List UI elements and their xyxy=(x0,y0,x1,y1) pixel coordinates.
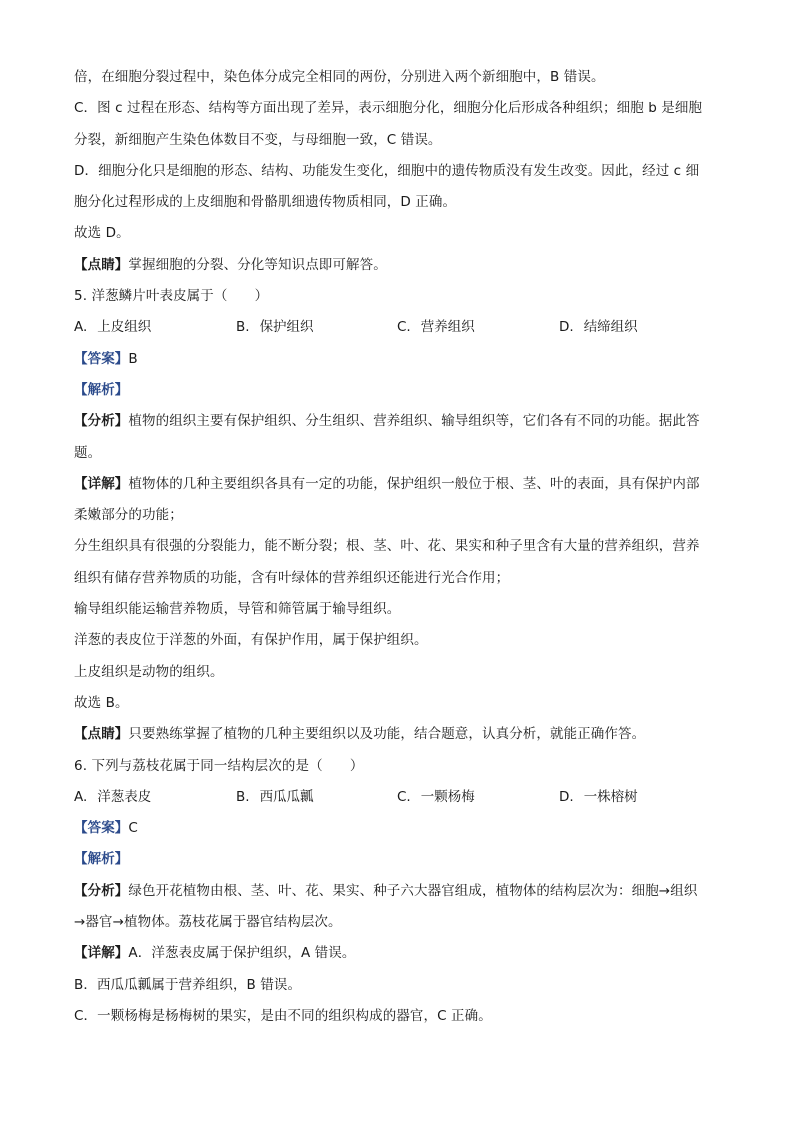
dianjing-line xyxy=(74,250,724,281)
text-line: →器官→植物体。荔枝花属于器官结构层次。 xyxy=(74,914,342,931)
document-content xyxy=(74,62,724,1032)
answer-tag: 【答案】 xyxy=(74,820,129,837)
jiexi-tag: 【解析】 xyxy=(74,381,129,398)
xiangjie-line: 【详解】植物体的几种主要组织各具有一定的功能，保护组织一般位于根、茎、叶的表面，具有保护内部 xyxy=(74,475,700,492)
text-line: 题。 xyxy=(74,444,102,461)
jiexi-line xyxy=(74,375,724,406)
dianjing-tag: 【点睛】 xyxy=(74,726,129,743)
text-line: C．一颗杨梅是杨梅树的果实，是由不同的组织构成的器官，C 正确。 xyxy=(74,1007,492,1024)
question-6-stem: 6. 下列与荔枝花属于同一结构层次的是（ ） xyxy=(74,757,364,774)
question-5-options xyxy=(74,312,724,343)
option-d: D. 一株榕树 xyxy=(559,788,638,805)
text-line: 分裂，新细胞产生染色体数目不变，与母细胞一致，C 错误。 xyxy=(74,131,442,148)
text-line: C．图 c 过程在形态、结构等方面出现了差异，表示细胞分化，细胞分化后形成各种组织；细胞 b 是细胞 xyxy=(74,100,703,117)
option-c: C. 一颗杨梅 xyxy=(397,788,475,805)
answer-line xyxy=(74,344,724,375)
dianjing-text: 掌握细胞的分裂、分化等知识点即可解答。 xyxy=(128,256,387,273)
question-5-stem: 5. 洋葱鳞片叶表皮属于（ ） xyxy=(74,288,269,305)
option-b: B. 保护组织 xyxy=(236,319,314,336)
text-line: 洋葱的表皮位于洋葱的外面，有保护作用，属于保护组织。 xyxy=(74,632,428,649)
fenxi-line: 【分析】绿色开花植物由根、茎、叶、花、果实、种子六大器官组成，植物体的结构层次为：细胞→组织 xyxy=(74,882,698,899)
text-line: 组织有储存营养物质的功能，含有叶绿体的营养组织还能进行光合作用； xyxy=(74,569,510,586)
xiangjie-tag: 【详解】 xyxy=(74,945,129,962)
xiangjie-line: 【详解】A．洋葱表皮属于保护组织，A 错误。 xyxy=(74,945,356,962)
dianjing-tag: 【点睛】 xyxy=(74,256,129,273)
text-line: 倍，在细胞分裂过程中，染色体分成完全相同的两份，分别进入两个新细胞中，B 错误。 xyxy=(74,69,605,85)
jiexi-tag: 【解析】 xyxy=(74,851,129,868)
text-line: 上皮组织是动物的组织。 xyxy=(74,663,224,680)
text-line: 分生组织具有很强的分裂能力，能不断分裂；根、茎、叶、花、果实和种子里含有大量的营养组织，营养 xyxy=(74,538,700,555)
text-line: 胞分化过程形成的上皮细胞和骨骼肌细遗传物质相同，D 正确。 xyxy=(74,194,457,211)
question-6-options xyxy=(74,782,724,813)
text-line: 故选 B。 xyxy=(74,694,129,711)
dianjing-line: 【点睛】只要熟练掌握了植物的几种主要组织以及功能，结合题意，认真分析，就能正确作答。 xyxy=(74,726,646,743)
option-b: B. 西瓜瓜瓤 xyxy=(236,788,314,805)
option-a: A. 上皮组织 xyxy=(74,319,152,336)
answer-line xyxy=(74,813,724,844)
answer-tag: 【答案】 xyxy=(74,350,129,367)
option-d: D. 结缔组织 xyxy=(559,319,638,336)
fenxi-line: 【分析】植物的组织主要有保护组织、分生组织、营养组织、输导组织等，它们各有不同的功能。据此答 xyxy=(74,413,700,430)
jiexi-line xyxy=(74,844,724,875)
answer-value: B xyxy=(128,350,138,367)
text-line: 输导组织能运输营养物质，导管和筛管属于输导组织。 xyxy=(74,601,401,618)
option-c: C. 营养组织 xyxy=(397,319,475,336)
text-line: D．细胞分化只是细胞的形态、结构、功能发生变化，细胞中的遗传物质没有发生改变。因此，经过 c 细 xyxy=(74,162,700,179)
fenxi-tag: 【分析】 xyxy=(74,413,129,430)
fenxi-tag: 【分析】 xyxy=(74,882,129,899)
text-line: 柔嫩部分的功能； xyxy=(74,507,183,524)
option-a: A. 洋葱表皮 xyxy=(74,788,152,805)
text-line: B．西瓜瓜瓤属于营养组织，B 错误。 xyxy=(74,976,302,993)
xiangjie-tag: 【详解】 xyxy=(74,475,129,492)
text-line: 故选 D。 xyxy=(74,225,130,242)
answer-value: C xyxy=(128,820,138,837)
